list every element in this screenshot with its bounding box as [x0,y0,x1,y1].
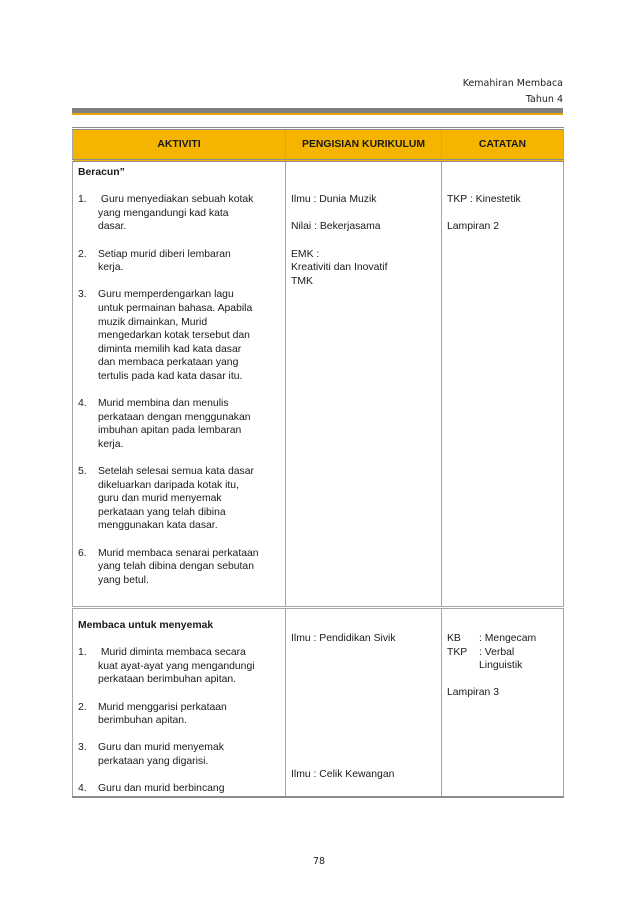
list-item: 2. Setiap murid diberi lembaran kerja. [78,248,231,274]
tkp-row: TKP : Verbal [447,646,515,658]
table-row [73,608,564,797]
lesson-table [72,127,564,798]
header-catatan: CATATAN [442,129,564,161]
catatan-cell [442,161,564,608]
tkp-value: TKP : Kinestetik [447,194,521,206]
activity-title: Membaca untuk menyemak [78,620,214,631]
list-item: 1. Murid diminta membaca secara kuat ayat-ayat yang mengandungi perkataan berimbuhan apitan. [78,647,255,686]
header-rule-gold [72,113,563,115]
list-item: 3. Guru dan murid menyemak perkataan yang digarisi. [78,742,224,767]
list-item: 3. Guru memperdengarkan lagu untuk permainan bahasa. Apabila muzik dimainkan, Murid mengedarkan kotak tersebut dan diminta memilih kad kata dasar dan membaca perkataan yang tertulis pada kad kata dasar itu. [78,289,253,382]
header-subject: Kemahiran Membaca [462,78,563,89]
header-aktiviti: AKTIVITI [73,129,286,161]
tmk-value: TMK [291,275,313,287]
lampiran-value: Lampiran 2 [447,221,499,233]
header-year: Tahun 4 [525,94,563,105]
ilmu-value-2: Ilmu : Celik Kewangan [291,768,395,780]
tkp-value-2: Linguistik [479,660,523,672]
list-item: 6. Murid membaca senarai perkataan yang telah dibina dengan sebutan yang betul. [78,547,259,586]
pengisian-cell [286,161,442,608]
emk-label: EMK : [291,248,320,260]
kb-row: KB : Mengecam [447,633,537,644]
table-header-row [73,129,564,161]
pengisian-cell [286,608,442,797]
list-item: 2. Murid menggarisi perkataan berimbuhan apitan. [78,701,227,727]
aktiviti-cell [73,608,286,797]
table-row [73,161,564,608]
page-number: 78 [312,856,326,867]
page-header [463,76,563,108]
list-item: 5. Setelah selesai semua kata dasar dikeluarkan daripada kotak itu, guru dan murid menyemak perkataan yang telah dibina menggunakan kata dasar. [78,466,254,532]
activity-list [78,646,280,796]
list-item: 4. Murid membina dan menulis perkataan dengan menggunakan imbuhan apitan pada lembaran kerja. [78,398,251,450]
activity-list [78,193,280,587]
aktiviti-cell [73,161,286,608]
catatan-cell [442,608,564,797]
list-item: 1. Guru menyediakan sebuah kotak yang mengandungi kad kata dasar. [78,194,254,233]
nilai-value: Nilai : Bekerjasama [291,221,381,233]
emk-value: Kreativiti dan Inovatif [291,262,388,274]
activity-title: Beracun” [78,167,125,178]
lampiran-value: Lampiran 3 [447,687,499,699]
ilmu-value: Ilmu : Dunia Muzik [291,194,377,206]
list-item: 4. Guru dan murid berbincang [78,783,225,795]
header-pengisian: PENGISIAN KURIKULUM [286,129,442,161]
ilmu-value: Ilmu : Pendidikan Sivik [291,633,396,644]
